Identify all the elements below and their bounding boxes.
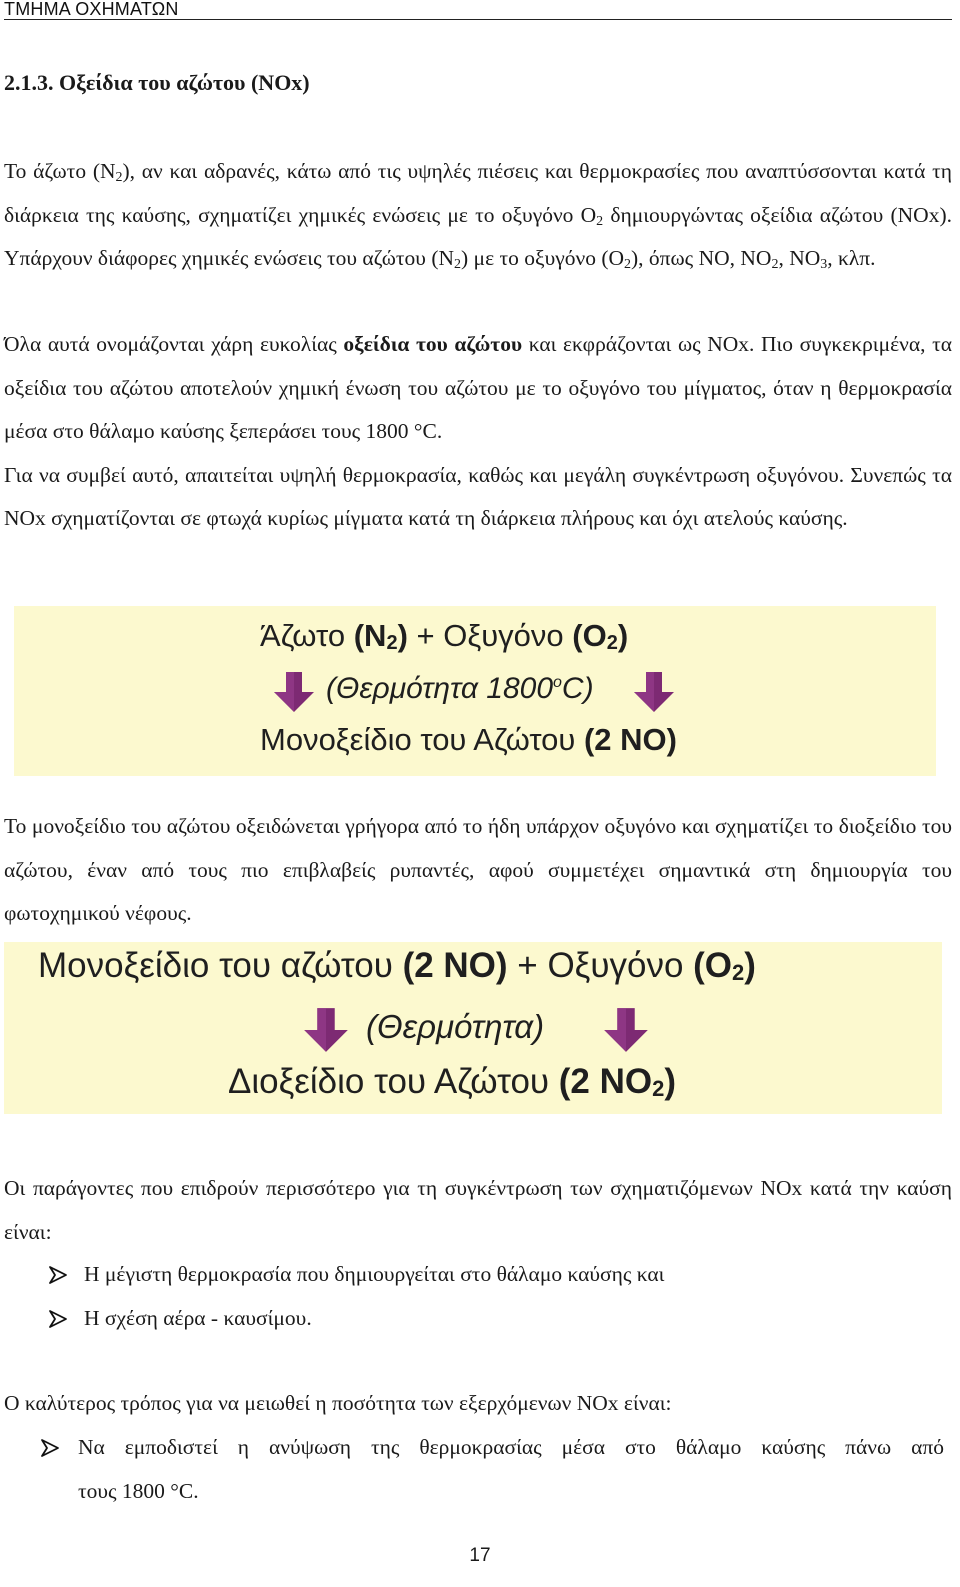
section-title: 2.1.3. Οξείδια του αζώτου (NOx) [4,70,310,95]
equation-box-no2 [4,942,942,1114]
reduce-intro: Ο καλύτερος τρόπος για να μειωθεί η ποσότητα των εξερχόμενων NOx είναι: [4,1391,672,1415]
down-arrow-icon [302,1006,350,1054]
page-number: 17 [469,1545,491,1566]
down-arrow-icon [602,1006,650,1054]
equation-reactants: Άζωτο $(N_2) + O\xi\upsilon\gamma ό\nu o$ $(O_2)$ [260,618,629,654]
list-item: Να εμποδιστεί η ανύψωση της θερμοκρασίας μέσα στο θάλαμο καύσης πάνω από τους 1800 °C. [40,1426,944,1514]
equation-condition: (Θερμότητα) [366,1008,545,1045]
equation-product: Διοξείδιο του Αζώτου (2 $NO_2$) [228,1062,677,1101]
page-header: ΤΜΗΜΑ ΟΧΗΜΑΤΩΝ [4,0,952,20]
factors-intro: Οι παράγοντες που επιδρούν περισσότερο για τη συγκέντρωση των σχηματιζόμενων NOx κατά την καύση είναι: [4,1176,952,1244]
list-item: Η σχέση αέρα - καυσίμου. [48,1297,928,1341]
down-arrow-icon [272,670,316,714]
equation-condition: (Θερμότητα 1800$^o$C) [326,672,594,705]
arrow-bullet-icon [40,1438,60,1458]
definition-paragraph: Όλα αυτά ονομάζονται χάρη ευκολίας οξείδια του αζώτου και εκφράζονται ως NOx. Πιο συγκεκριμένα, τα οξείδια του αζώτου αποτελούν χημική ένωση του αζώτου με το οξυγόνο του μίγματος, όταν η θερμοκρασία μέσα στο θάλαμο καύσης ξεπεράσει τους 1800 °C. Για να συμβεί αυτό, απαιτείται υψηλή θερμοκρασία, καθώς και μεγάλη συγκέντρωση οξυγόνου. Συνεπώς τα NOx σχηματίζονται σε φτωχά κυρίως μίγματα κατά τη διάρκεια πλήρους και όχι ατελούς καύσης. [4,332,953,530]
list-item: Η μέγιστη θερμοκρασία που δημιουργείται στο θάλαμο καύσης και [48,1253,928,1297]
intro-paragraph: Το άζωτο $(N_2)$, αν και αδρανές, κάτω από τις υψηλές πιέσεις και θερμοκρασίες που αναπτύσσονται κατά τη διάρκεια της καύσης, σχηματίζει χημικές ενώσεις με το οξυγόνο $O_2$ δημιουργώντας οξείδια αζώτου (NOx). Υπάρχουν διάφορες χημικές ενώσεις του αζώτου $(N_2)$ με το οξυγόνο $(O_2)$, όπως NO, $NO_2$, $NO_3$, κλπ. [4,159,952,272]
arrow-bullet-icon [48,1309,68,1329]
no2-paragraph: Το μονοξείδιο του αζώτου οξειδώνεται γρήγορα από το ήδη υπάρχον οξυγόνο και σχηματίζει το διοξείδιο του αζώτου, έναν από τους πιο επιβλαβείς ρυπαντές, αφού συμμετέχει σημαντικά στη δημιουργία του φωτοχημικού νέφους. [4,814,952,925]
equation-reactants: Μονοξείδιο του αζώτου (2 NO) + Οξυγόνο $(O_2)$ [38,946,756,985]
equation-product: Μονοξείδιο του Αζώτου (2 NO) [260,722,677,757]
equation-box-no [14,606,936,776]
arrow-bullet-icon [48,1265,68,1285]
down-arrow-icon [632,670,676,714]
